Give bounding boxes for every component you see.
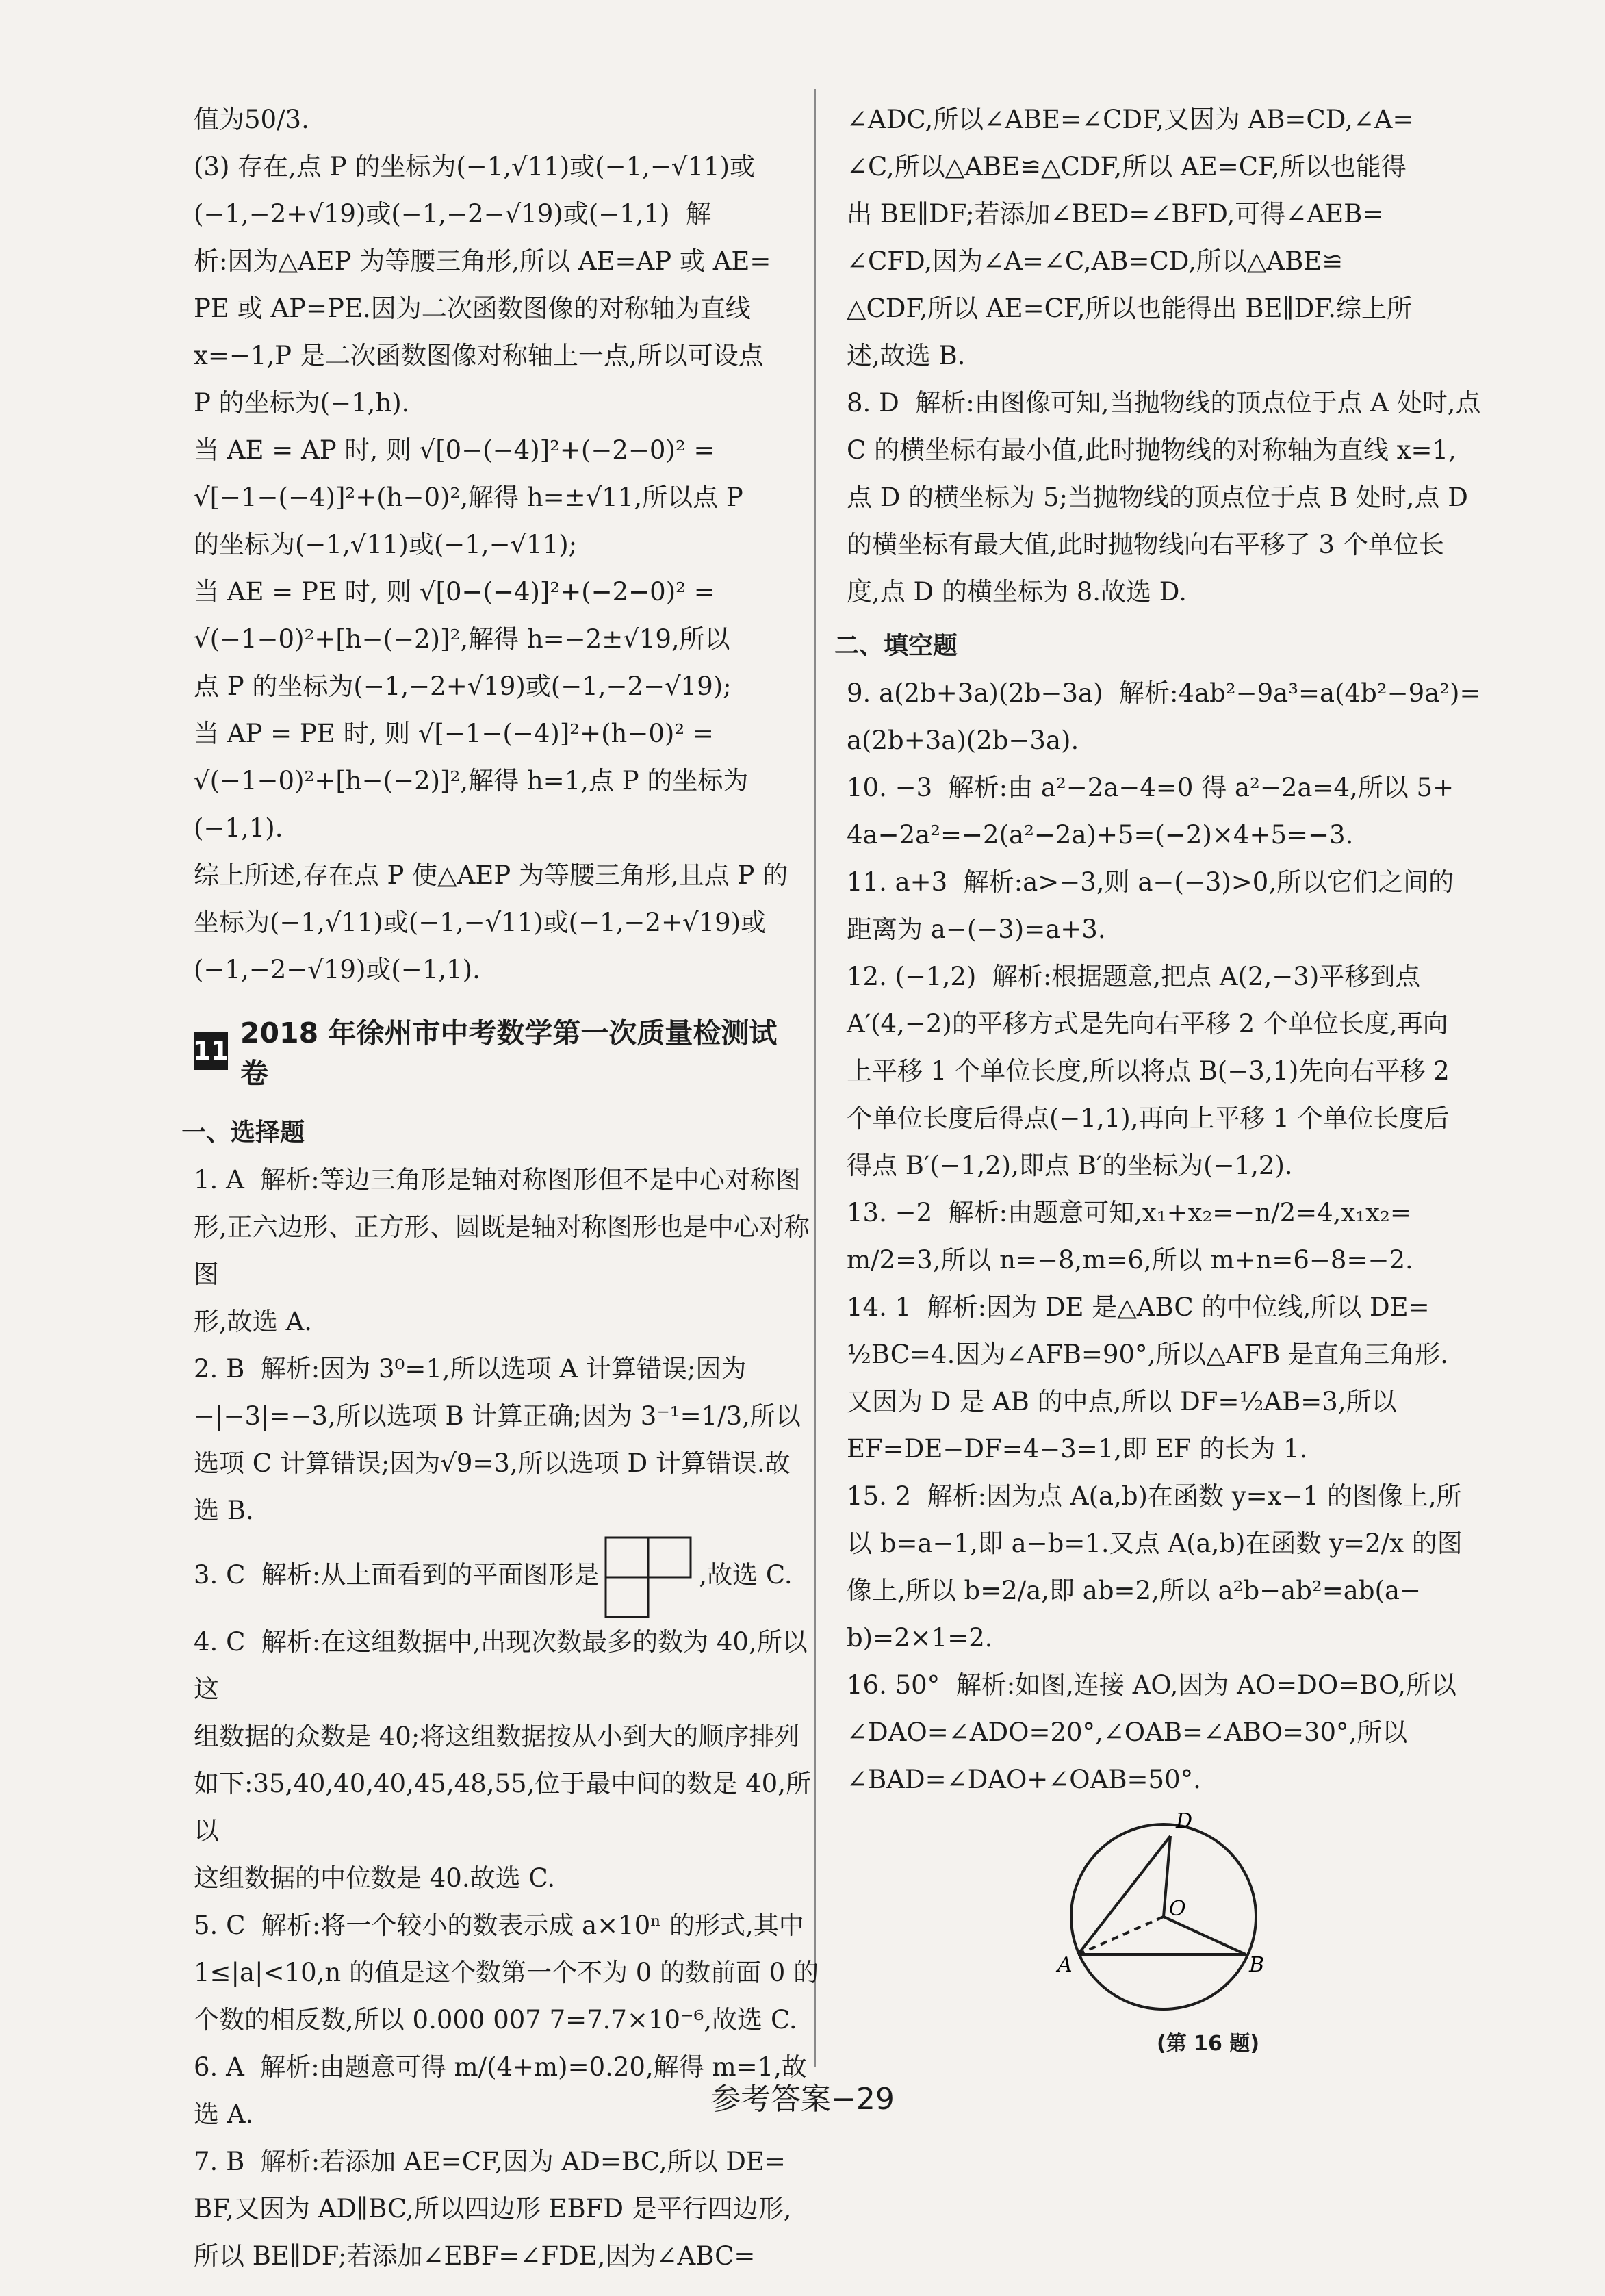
fill-answer-line: m/2=3,所以 n=−8,m=6,所以 m+n=6−8=−2. bbox=[847, 1245, 1413, 1275]
left-text-line: (3) 存在,点 P 的坐标为(−1,√11)或(−1,−√11)或 bbox=[194, 152, 756, 181]
section-title bbox=[192, 1017, 796, 1090]
choice-answer-line: 6. A 解析:由题意可得 m/(4+m)=0.20,解得 m=1,故选 A. bbox=[194, 2052, 807, 2129]
fill-answer-line: 12. (−1,2) 解析:根据题意,把点 A(2,−3)平移到点 bbox=[847, 962, 1421, 991]
choice-answer-line: 4. C 解析:在这组数据中,出现次数最多的数为 40,所以这 bbox=[194, 1627, 808, 1704]
fill-answer-line: 11. a+3 解析:a>−3,则 a−(−3)>0,所以它们之间的 bbox=[847, 867, 1454, 897]
fill-answer-line: a(2b+3a)(2b−3a). bbox=[847, 726, 1079, 755]
label-B: B bbox=[1249, 1953, 1265, 1977]
choice-answer-line: 形,正六边形、正方形、圆既是轴对称图形也是中心对称图 bbox=[194, 1212, 810, 1289]
left-text-line: 当 AE = PE 时, 则 √[0−(−4)]²+(−2−0)² = bbox=[194, 577, 715, 607]
fill-answer-line: 上平移 1 个单位长度,所以将点 B(−3,1)先向右平移 2 bbox=[847, 1056, 1450, 1086]
right-text-line: ∠ADC,所以∠ABE=∠CDF,又因为 AB=CD,∠A= bbox=[847, 105, 1414, 134]
left-text-line: PE 或 AP=PE.因为二次函数图像的对称轴为直线 bbox=[194, 294, 751, 323]
fill-answer-line: 15. 2 解析:因为点 A(a,b)在函数 y=x−1 的图像上,所 bbox=[847, 1481, 1462, 1511]
left-text-line: x=−1,P 是二次函数图像对称轴上一点,所以可设点 bbox=[194, 341, 764, 370]
left-text-line: (−1,−2−√19)或(−1,1). bbox=[194, 955, 480, 984]
left-text-line: P 的坐标为(−1,h). bbox=[194, 388, 410, 418]
fill-answer-line: ½BC=4.因为∠AFB=90°,所以△AFB 是直角三角形. bbox=[847, 1340, 1448, 1369]
fill-answer-line: 距离为 a−(−3)=a+3. bbox=[847, 915, 1106, 944]
right-text-line: 度,点 D 的横坐标为 8.故选 D. bbox=[847, 577, 1187, 607]
left-column bbox=[194, 96, 830, 993]
choice-answer-line: 选 B. bbox=[194, 1496, 254, 1525]
choice-answer-line: 5. C 解析:将一个较小的数表示成 a×10ⁿ 的形式,其中 bbox=[194, 1910, 804, 1940]
fill-answer-line: 又因为 D 是 AB 的中点,所以 DF=½AB=3,所以 bbox=[847, 1387, 1397, 1416]
label-O: O bbox=[1169, 1897, 1186, 1921]
right-text-line: C 的横坐标有最小值,此时抛物线的对称轴为直线 x=1, bbox=[847, 435, 1456, 465]
left-text-line: 综上所述,存在点 P 使△AEP 为等腰三角形,且点 P 的 bbox=[194, 860, 788, 890]
fill-answer-line: 13. −2 解析:由题意可知,x₁+x₂=−n/2=4,x₁x₂= bbox=[847, 1198, 1411, 1227]
choice-answer-line: −|−3|=−3,所以选项 B 计算正确;因为 3⁻¹=1/3,所以 bbox=[194, 1401, 801, 1431]
right-text-line: 点 D 的横坐标为 5;当抛物线的顶点位于点 B 处时,点 D bbox=[847, 483, 1468, 512]
choice-answer-line: 1≤|a|<10,n 的值是这个数第一个不为 0 的数前面 0 的 bbox=[194, 1957, 819, 1987]
choice-answer-line: BF,又因为 AD∥BC,所以四边形 EBFD 是平行四边形, bbox=[194, 2193, 792, 2223]
fill-section-heading: 二、填空题 bbox=[834, 632, 958, 660]
label-A: A bbox=[1057, 1953, 1073, 1977]
left-text-line: (−1,1). bbox=[194, 813, 283, 843]
fill-answer-line: ∠BAD=∠DAO+∠OAB=50°. bbox=[847, 1765, 1201, 1794]
right-text-line: 出 BE∥DF;若添加∠BED=∠BFD,可得∠AEB= bbox=[847, 199, 1384, 229]
top-view-grid-icon bbox=[604, 1536, 693, 1618]
right-column bbox=[834, 96, 1483, 1803]
label-D: D bbox=[1176, 1809, 1193, 1833]
left-text-line: 值为50/3. bbox=[194, 105, 309, 134]
choice-answer-line: 这组数据的中位数是 40.故选 C. bbox=[194, 1863, 556, 1893]
left-text-line: √(−1−0)²+[h−(−2)]²,解得 h=−2±√19,所以 bbox=[194, 624, 730, 654]
right-text-line: △CDF,所以 AE=CF,所以也能得出 BE∥DF.综上所 bbox=[847, 294, 1412, 323]
circle-diagram bbox=[1054, 1807, 1273, 2019]
left-text-line: √(−1−0)²+[h−(−2)]²,解得 h=1,点 P 的坐标为 bbox=[194, 766, 749, 795]
choice-answer-line: 形,故选 A. bbox=[194, 1307, 313, 1336]
choice-answer-line: 7. B 解析:若添加 AE=CF,因为 AD=BC,所以 DE= bbox=[194, 2146, 786, 2176]
right-text-line: ∠CFD,因为∠A=∠C,AB=CD,所以△ABE≌ bbox=[847, 246, 1344, 276]
choice-answer-line: 组数据的众数是 40;将这组数据按从小到大的顺序排列 bbox=[194, 1721, 800, 1751]
fill-answer-line: 14. 1 解析:因为 DE 是△ABC 的中位线,所以 DE= bbox=[847, 1292, 1430, 1322]
right-text-line: ∠C,所以△ABE≌△CDF,所以 AE=CF,所以也能得 bbox=[847, 152, 1407, 181]
choice-answer-line: 3. C 解析:从上面看到的平面图形是 ,故选 C. bbox=[194, 1534, 830, 1618]
choice-answer-line-tail: ,故选 C. bbox=[699, 1560, 793, 1590]
right-text-line: 的横坐标有最大值,此时抛物线向右平移了 3 个单位长 bbox=[847, 530, 1444, 559]
fill-answer-line: 9. a(2b+3a)(2b−3a) 解析:4ab²−9a³=a(4b²−9a²)= bbox=[847, 678, 1481, 708]
fill-answer-line: b)=2×1=2. bbox=[847, 1623, 993, 1653]
fill-answer-line: 10. −3 解析:由 a²−2a−4=0 得 a²−2a=4,所以 5+ bbox=[847, 773, 1454, 802]
left-text-line: 点 P 的坐标为(−1,−2+√19)或(−1,−2−√19); bbox=[194, 672, 732, 701]
left-text-line: 当 AP = PE 时, 则 √[−1−(−4)]²+(h−0)² = bbox=[194, 719, 714, 748]
fill-answer-line: 得点 B′(−1,2),即点 B′的坐标为(−1,2). bbox=[847, 1151, 1293, 1180]
circle-figure bbox=[1054, 1807, 1273, 2019]
page-footer: 参考答案−29 bbox=[710, 2082, 895, 2117]
choice-answer-line: 1. A 解析:等边三角形是轴对称图形但不是中心对称图 bbox=[194, 1165, 801, 1195]
fill-answer-line: A′(4,−2)的平移方式是先向右平移 2 个单位长度,再向 bbox=[847, 1009, 1448, 1038]
fill-answer-line: 个单位长度后得点(−1,1),再向上平移 1 个单位长度后 bbox=[847, 1104, 1450, 1133]
choice-answer-line: 选项 C 计算错误;因为√9=3,所以选项 D 计算错误.故 bbox=[194, 1449, 791, 1478]
left-text-line: 的坐标为(−1,√11)或(−1,−√11); bbox=[194, 530, 578, 559]
choice-section-heading: 一、选择题 bbox=[181, 1119, 305, 1147]
figure-caption: (第 16 题) bbox=[1157, 2032, 1260, 2056]
choice-answer-line: 个数的相反数,所以 0.000 007 7=7.7×10⁻⁶,故选 C. bbox=[194, 2004, 797, 2034]
choice-answer-line: 2. B 解析:因为 3⁰=1,所以选项 A 计算错误;因为 bbox=[194, 1354, 747, 1383]
left-text-line: (−1,−2+√19)或(−1,−2−√19)或(−1,1) 解 bbox=[194, 199, 711, 229]
fill-answer-line: 4a−2a²=−2(a²−2a)+5=(−2)×4+5=−3. bbox=[847, 820, 1354, 850]
left-text-line: 析:因为△AEP 为等腰三角形,所以 AE=AP 或 AE= bbox=[194, 246, 771, 276]
fill-answer-line: 16. 50° 解析:如图,连接 AO,因为 AO=DO=BO,所以 bbox=[847, 1670, 1456, 1700]
fill-answer-line: 以 b=a−1,即 a−b=1.又点 A(a,b)在函数 y=2/x 的图 bbox=[847, 1529, 1463, 1558]
fill-answer-line: ∠DAO=∠ADO=20°,∠OAB=∠ABO=30°,所以 bbox=[847, 1718, 1408, 1747]
segment-AO-dashed bbox=[1078, 1917, 1164, 1954]
right-text-line: 述,故选 B. bbox=[847, 341, 966, 370]
segment-OB bbox=[1164, 1917, 1246, 1954]
choice-answer-line: 所以 BE∥DF;若添加∠EBF=∠FDE,因为∠ABC= bbox=[194, 2241, 756, 2271]
segment-AD bbox=[1078, 1836, 1170, 1954]
fill-answer-line: 像上,所以 b=2/a,即 ab=2,所以 a²b−ab²=ab(a− bbox=[847, 1576, 1422, 1605]
right-text-line: 8. D 解析:由图像可知,当抛物线的顶点位于点 A 处时,点 bbox=[847, 388, 1481, 418]
choice-answer-line: 如下:35,40,40,40,45,48,55,位于最中间的数是 40,所以 bbox=[194, 1768, 811, 1846]
left-text-line: 当 AE = AP 时, 则 √[0−(−4)]²+(−2−0)² = bbox=[194, 435, 715, 465]
fill-answer-line: EF=DE−DF=4−3=1,即 EF 的长为 1. bbox=[847, 1434, 1308, 1464]
left-text-line: 坐标为(−1,√11)或(−1,−√11)或(−1,−2+√19)或 bbox=[194, 908, 767, 937]
left-text-line: √[−1−(−4)]²+(h−0)²,解得 h=±√11,所以点 P bbox=[194, 483, 743, 512]
section-title-text: 2018 年徐州市中考数学第一次质量检测试卷 bbox=[240, 1017, 778, 1090]
section-number-badge: 11 bbox=[194, 1032, 228, 1070]
